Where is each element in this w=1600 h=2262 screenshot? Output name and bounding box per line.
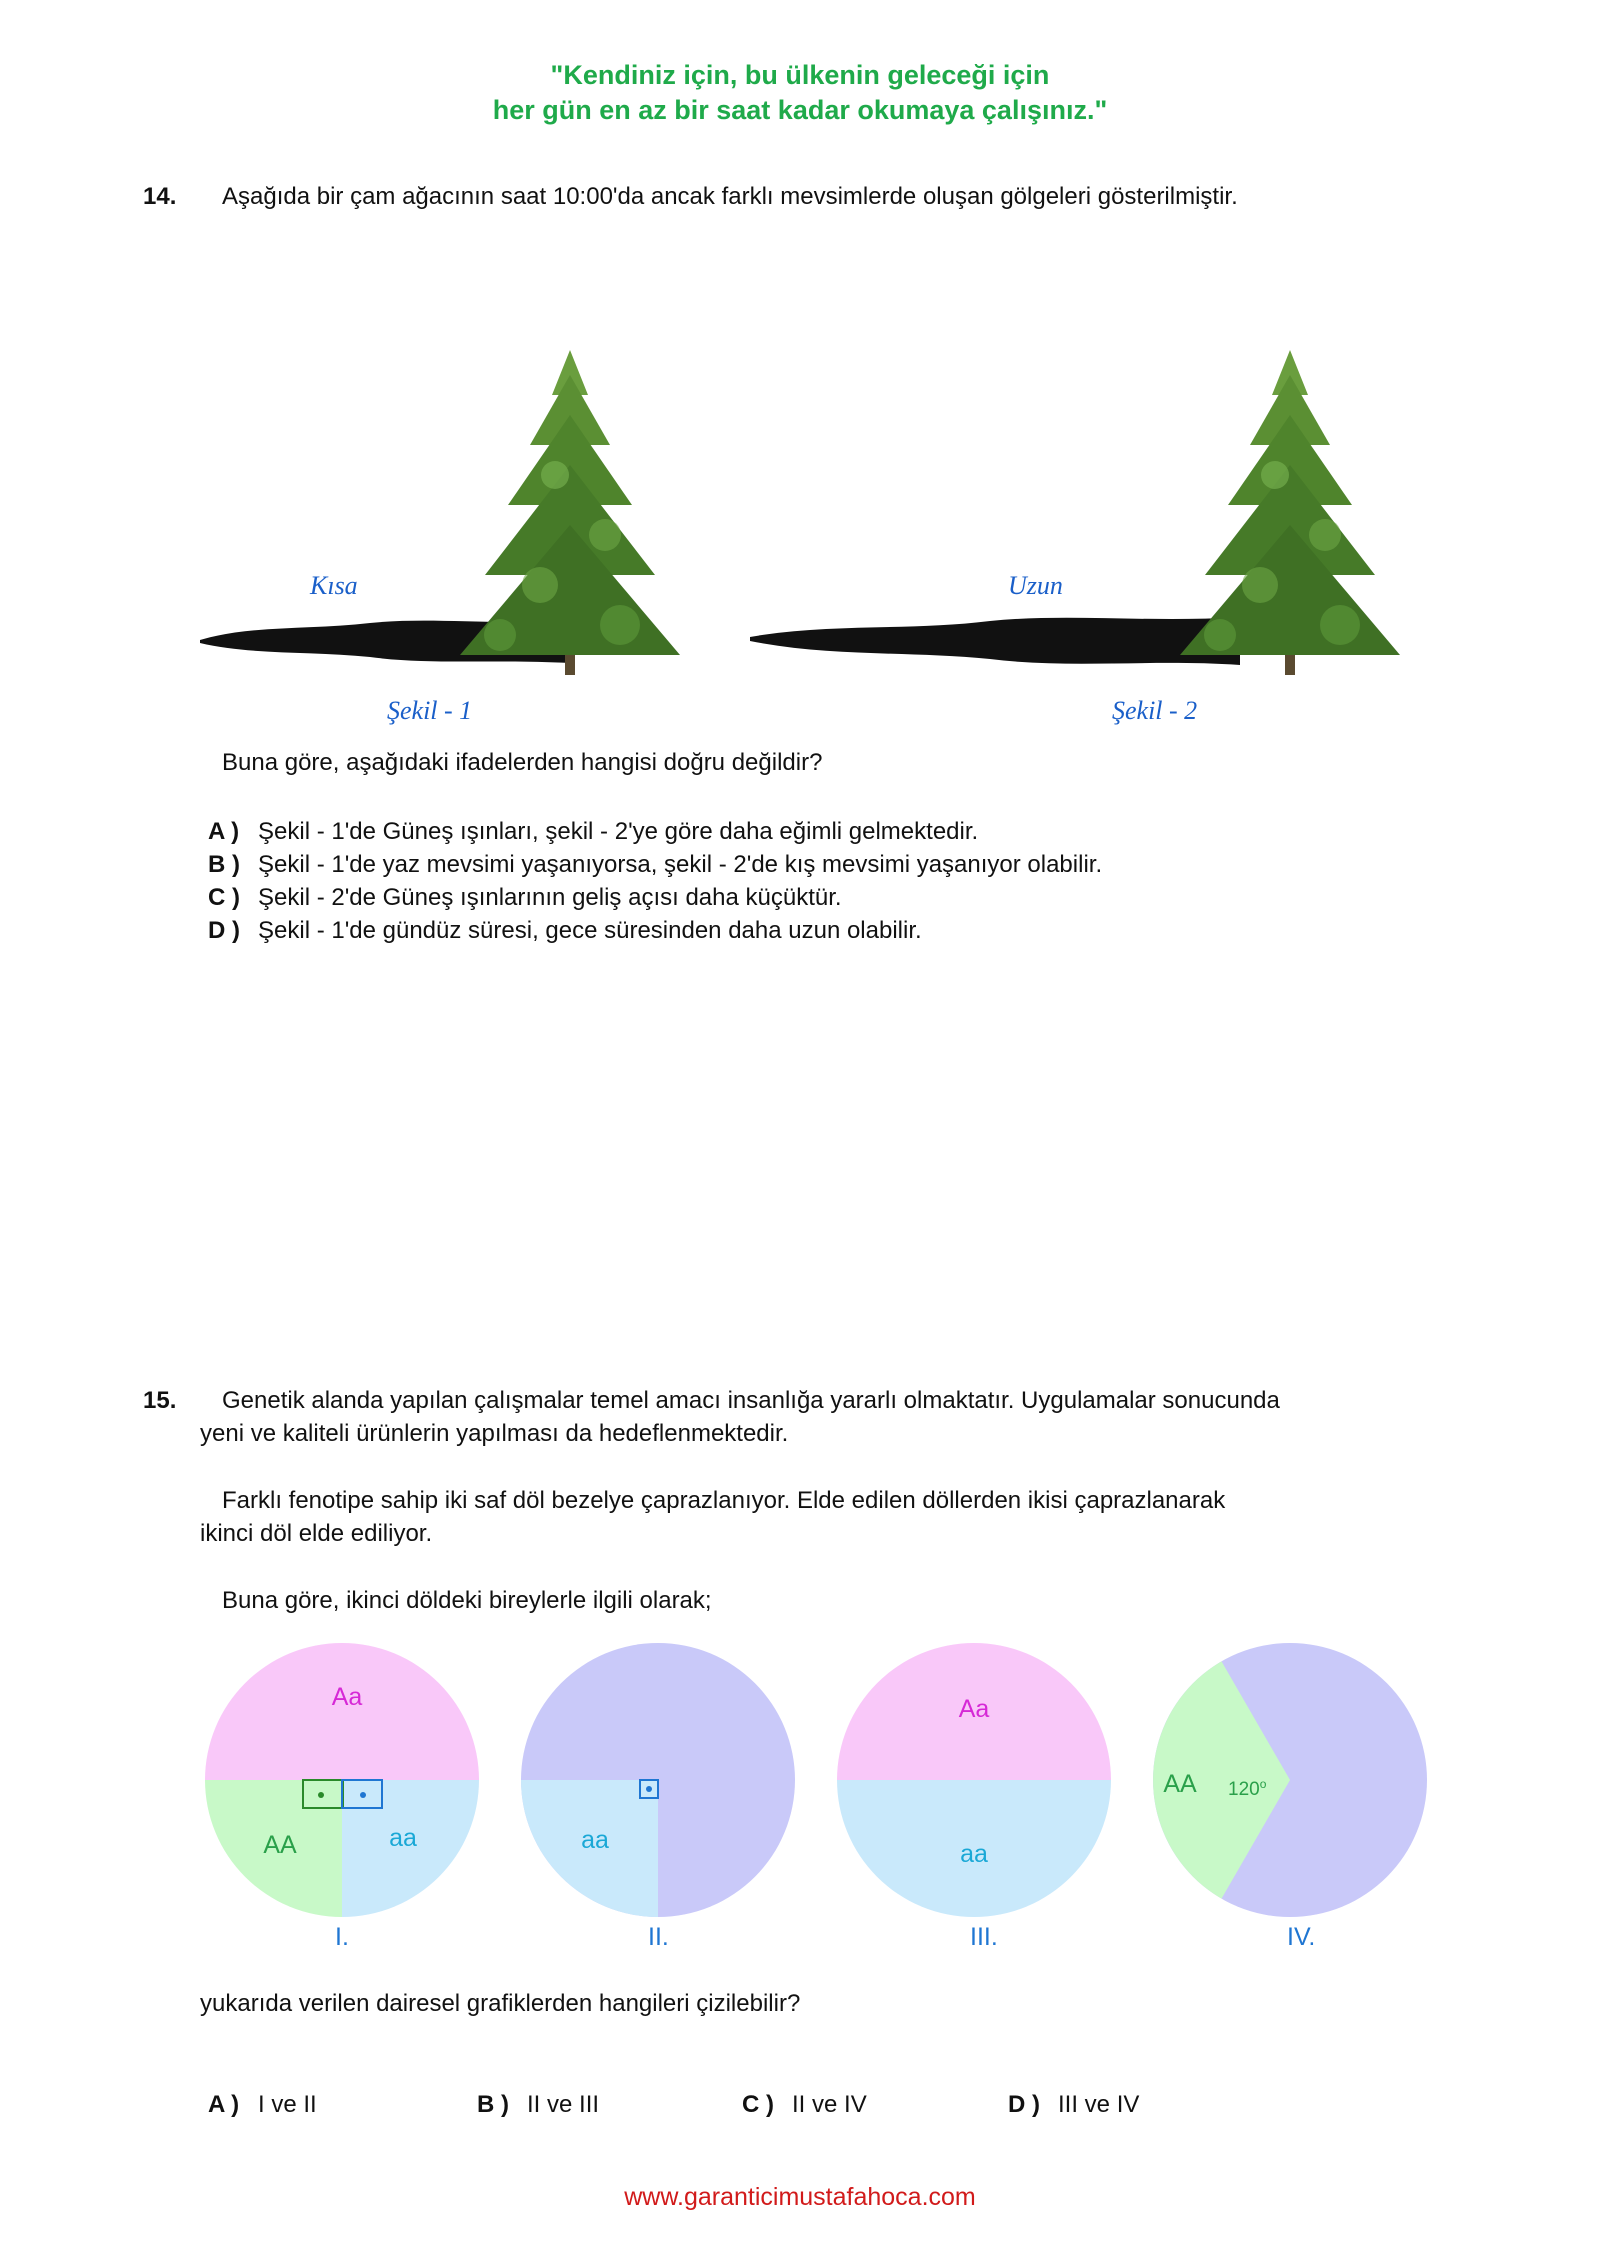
figure-2-shadow-label: Uzun (1008, 571, 1063, 600)
question-14-text: Aşağıda bir çam ağacının saat 10:00'da ancak farklı mevsimlerde oluşan gölgeleri gösterilmiştir. (222, 183, 1238, 210)
question-15-para1-line2: yeni ve kaliteli ürünlerin yapılması da hedeflenmektedir. (200, 1420, 789, 1447)
slice-label-aa: aa (960, 1840, 988, 1868)
option-c[interactable]: C ) II ve IV (742, 2091, 867, 2118)
pie-chart-1 (205, 1643, 479, 1917)
option-c[interactable]: C ) Şekil - 2'de Güneş ışınlarının geliş açısı daha küçüktür. (208, 884, 842, 911)
pine-tree (1180, 350, 1400, 675)
option-a[interactable]: A ) I ve II (208, 2091, 317, 2118)
footer-url[interactable]: www.garanticimustafahoca.com (624, 2183, 976, 2211)
chart-4-label: IV. (1287, 1923, 1316, 1951)
angle-label: 120$^o$ (1228, 1777, 1267, 1800)
question-14-prompt: Buna göre, aşağıdaki ifadelerden hangisi doğru değildir? (222, 749, 823, 776)
option-d[interactable]: D ) Şekil - 1'de gündüz süresi, gece süresinden daha uzun olabilir. (208, 917, 922, 944)
angle-dot (360, 1792, 366, 1798)
slice-label-aa: aa (389, 1824, 417, 1852)
option-b[interactable]: B ) II ve III (477, 2091, 600, 2118)
chart-3-label: III. (970, 1923, 998, 1951)
pine-tree (460, 350, 680, 675)
angle-dot (646, 1786, 652, 1792)
slice-label-AA: AA (263, 1831, 297, 1859)
question-14-options (208, 815, 1102, 947)
slice-label-AA: AA (1163, 1770, 1197, 1798)
figure-1-caption: Şekil - 1 (387, 696, 473, 725)
figure-2-caption: Şekil - 2 (1112, 696, 1198, 725)
question-15-para2-line1: Farklı fenotipe sahip iki saf döl bezelye çaprazlanıyor. Elde edilen döllerden ikisi çaprazlanarak (222, 1487, 1226, 1514)
option-a[interactable]: A ) Şekil - 1'de Güneş ışınları, şekil - 2'ye göre daha eğimli gelmektedir. (208, 818, 979, 845)
question-14-number: 14. (143, 183, 177, 210)
question-15-para1-line1: Genetik alanda yapılan çalışmalar temel amacı insanlığa yararlı olmaktatır. Uygulamalar sonucunda (222, 1387, 1280, 1414)
header-quote-line1: "Kendiniz için, bu ülkenin geleceği için (550, 60, 1050, 90)
header-quote-line2: her gün en az bir saat kadar okumaya çalışınız." (492, 95, 1108, 125)
option-b[interactable]: B ) Şekil - 1'de yaz mevsimi yaşanıyorsa, şekil - 2'de kış mevsimi yaşanıyor olabilir. (208, 851, 1103, 878)
figure-1 (200, 350, 680, 675)
slice-label-Aa: Aa (331, 1683, 363, 1711)
chart-1-label: I. (335, 1923, 349, 1951)
slice-Aa (205, 1643, 479, 1780)
question-15-prompt: Buna göre, ikinci döldeki bireylerle ilgili olarak; (222, 1587, 712, 1614)
pie-chart-3 (837, 1643, 1111, 1917)
angle-dot (318, 1792, 324, 1798)
pie-charts (195, 1640, 1455, 1960)
question-15-para2-line2: ikinci döl elde ediliyor. (200, 1520, 433, 1547)
chart-2-label: II. (648, 1923, 669, 1951)
long-shadow (750, 617, 1240, 665)
pie-chart-2 (521, 1643, 795, 1917)
question-15-question: yukarıda verilen dairesel grafiklerden hangileri çizilebilir? (200, 1990, 801, 2017)
shadow-figures (190, 245, 1450, 725)
figure-2 (750, 350, 1400, 675)
slice-label-aa: aa (581, 1826, 609, 1854)
pie-chart-4 (1153, 1643, 1427, 1917)
slice-label-Aa: Aa (958, 1695, 990, 1723)
figure-1-shadow-label: Kısa (310, 571, 358, 600)
question-15-number: 15. (143, 1387, 177, 1414)
option-d[interactable]: D ) III ve IV (1008, 2091, 1140, 2118)
